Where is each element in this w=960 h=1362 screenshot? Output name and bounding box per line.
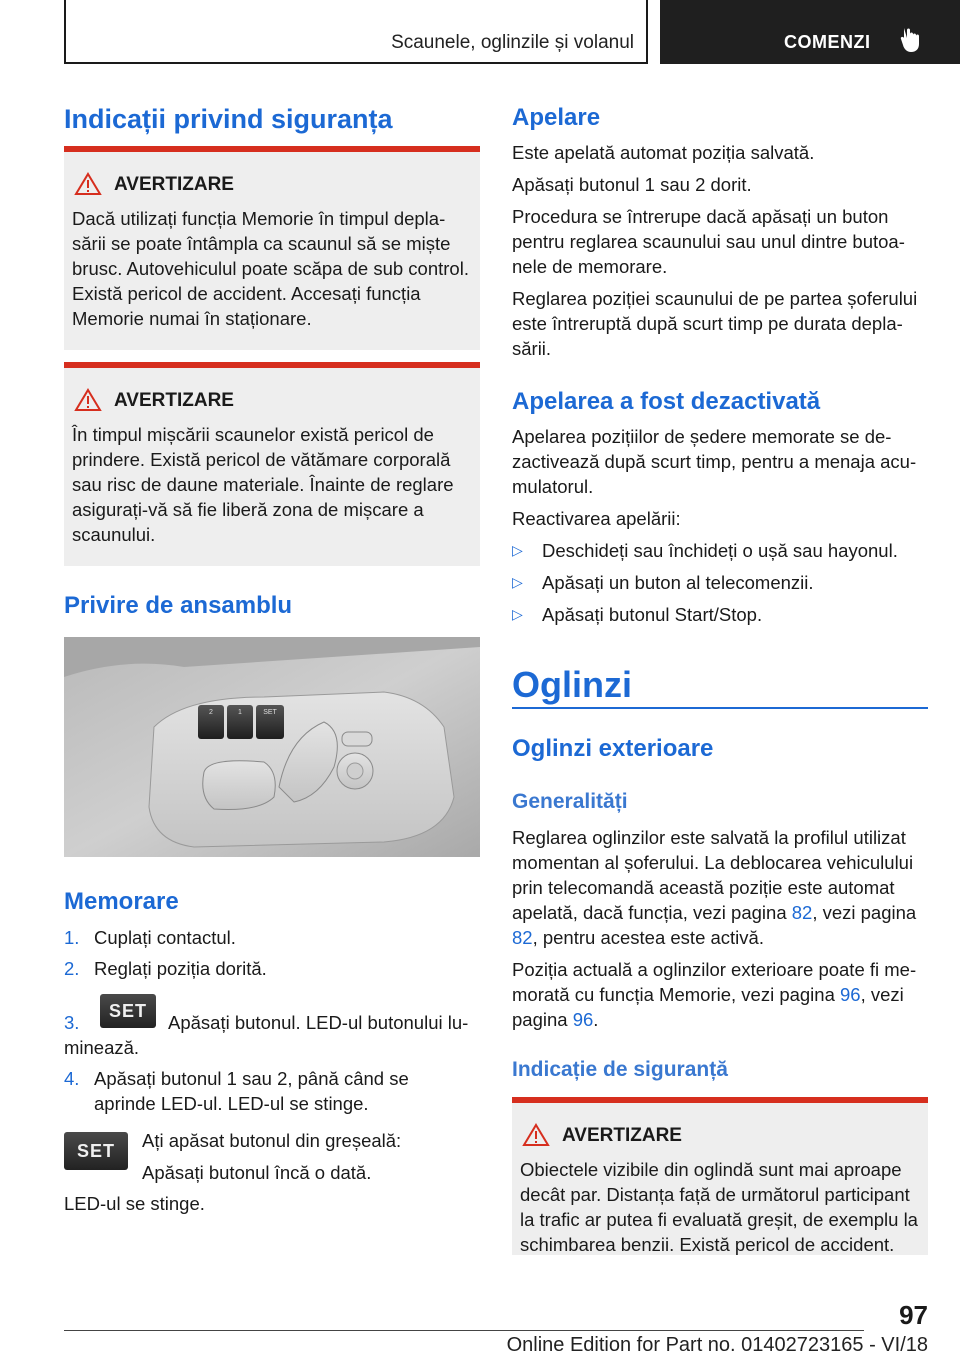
bullet-triangle-icon: ▷ <box>512 574 523 590</box>
set-button-icon-large: SET <box>64 1132 128 1170</box>
mistake-line-2: Apăsați butonul încă o dată. <box>142 1162 372 1183</box>
edition-text: Online Edition for Part no. 01402723165 - VI/18 <box>506 1334 928 1356</box>
warning-label: AVERTIZARE <box>114 174 234 195</box>
memorare-heading: Memorare <box>64 888 179 915</box>
hand-pointer-icon <box>898 24 926 54</box>
seat-cushion-control <box>203 761 276 810</box>
chapter-tab-label: COMENZI <box>784 32 871 52</box>
warning-triangle-icon <box>522 1123 550 1147</box>
apelare-p1: Este apelată automat poziția salvată. <box>512 142 815 163</box>
footer-rule <box>64 1330 864 1331</box>
memory-set-button-label: SET <box>263 709 277 716</box>
deactivated-p2: Reactivarea apelării: <box>512 508 681 529</box>
warning-text: Dacă utilizați funcția Memorie în timpul deplasării se poate întâmpla ca scaunul să se miște brusc. Autovehiculul poate scăpa de sub control. Există pericol de accident. Accesați funcția Memorie numai în staționare. <box>72 208 469 329</box>
general-p2: Poziția actuală a oglinzilor exterioare poate fi memorată cu funcția Memorie, vezi pagina 96, vezi pagina 96. <box>512 959 917 1030</box>
general-p1: Reglarea oglinzilor este salvată la profilul utilizat momentan al șoferului. La deblocarea vehiculului prin telecomandă această poziție este automat apelată, dacă funcția, vezi pagina 82, vezi pagina 82, pentru acestea este activă. <box>512 827 917 948</box>
apelare-p4: Reglarea poziției scaunului de pe partea șoferului este întreruptă după scurt timp pe durata deplasării. <box>512 288 918 359</box>
warning-triangle-icon <box>74 388 102 412</box>
set-button-icon: SET <box>100 994 156 1028</box>
step-3-text: Apăsați butonul. LED-ul butonului luminează. <box>64 1012 469 1058</box>
bullet-triangle-icon: ▷ <box>512 606 523 622</box>
section-title: Scaunele, oglinzile și volanul <box>391 32 634 53</box>
seat-controls-photo <box>64 637 480 857</box>
memory-button-2-label: 2 <box>209 709 213 716</box>
warning-box-pinch <box>64 362 480 566</box>
warning-box-memory <box>64 146 480 350</box>
led-off-text: LED-ul se stinge. <box>64 1193 205 1214</box>
memory-buttons <box>198 705 284 739</box>
page-link[interactable]: 82 <box>512 927 533 948</box>
step-3: 3. <box>64 1012 80 1033</box>
page-link[interactable]: 82 <box>791 902 813 923</box>
chapter-rule <box>512 707 928 709</box>
overview-heading: Privire de ansamblu <box>64 592 293 619</box>
page-link[interactable]: 96 <box>572 1009 594 1030</box>
warning-label: AVERTIZARE <box>562 1125 682 1146</box>
chapter-tab[interactable] <box>660 0 960 64</box>
page-number: 97 <box>899 1300 928 1330</box>
warning-text: În timpul mișcării scaunelor există pericol de prindere. Există pericol de vătămare corporală sau risc de daune materiale. Înainte de reglare asigurați-vă să fie liberă zona de mișcare a scaunului. <box>72 424 454 545</box>
deactivated-p1: Apelarea pozițiilor de ședere memorate se dezactivează după scurt timp, pentru a menaja acumulatorul. <box>512 426 917 497</box>
mistake-line-1: Ați apăsat butonul din greșeală: <box>142 1130 402 1151</box>
header-frame <box>64 0 648 64</box>
apelare-p3: Procedura se întrerupe dacă apăsați un buton pentru reglarea scaunului sau unul dintre butoanele de memorare. <box>512 206 905 277</box>
bullet-triangle-icon: ▷ <box>512 542 523 558</box>
page-link[interactable]: 96 <box>840 984 861 1005</box>
exterior-mirrors-heading: Oglinzi exterioare <box>512 735 714 762</box>
memory-button-1-label: 1 <box>238 709 242 716</box>
warning-text: Obiectele vizibile din oglindă sunt mai aproape decât par. Distanța față de următorul participant la trafic ar putea fi evaluată greșit, de exemplu la schimbarea benzii. Există pericol de accident. <box>520 1159 918 1255</box>
general-heading: Generalități <box>512 790 628 813</box>
safety-heading: Indicații privind siguranța <box>64 104 393 134</box>
apelare-p2: Apăsați butonul 1 sau 2 dorit. <box>512 174 752 195</box>
warning-box-mirror <box>512 1097 928 1255</box>
deactivated-heading: Apelarea a fost dezactivată <box>512 388 821 415</box>
apelare-heading: Apelare <box>512 104 601 131</box>
warning-triangle-icon <box>74 172 102 196</box>
mirror-safety-heading: Indicație de siguranță <box>512 1058 728 1081</box>
oglinzi-heading: Oglinzi <box>512 664 632 705</box>
warning-label: AVERTIZARE <box>114 390 234 411</box>
